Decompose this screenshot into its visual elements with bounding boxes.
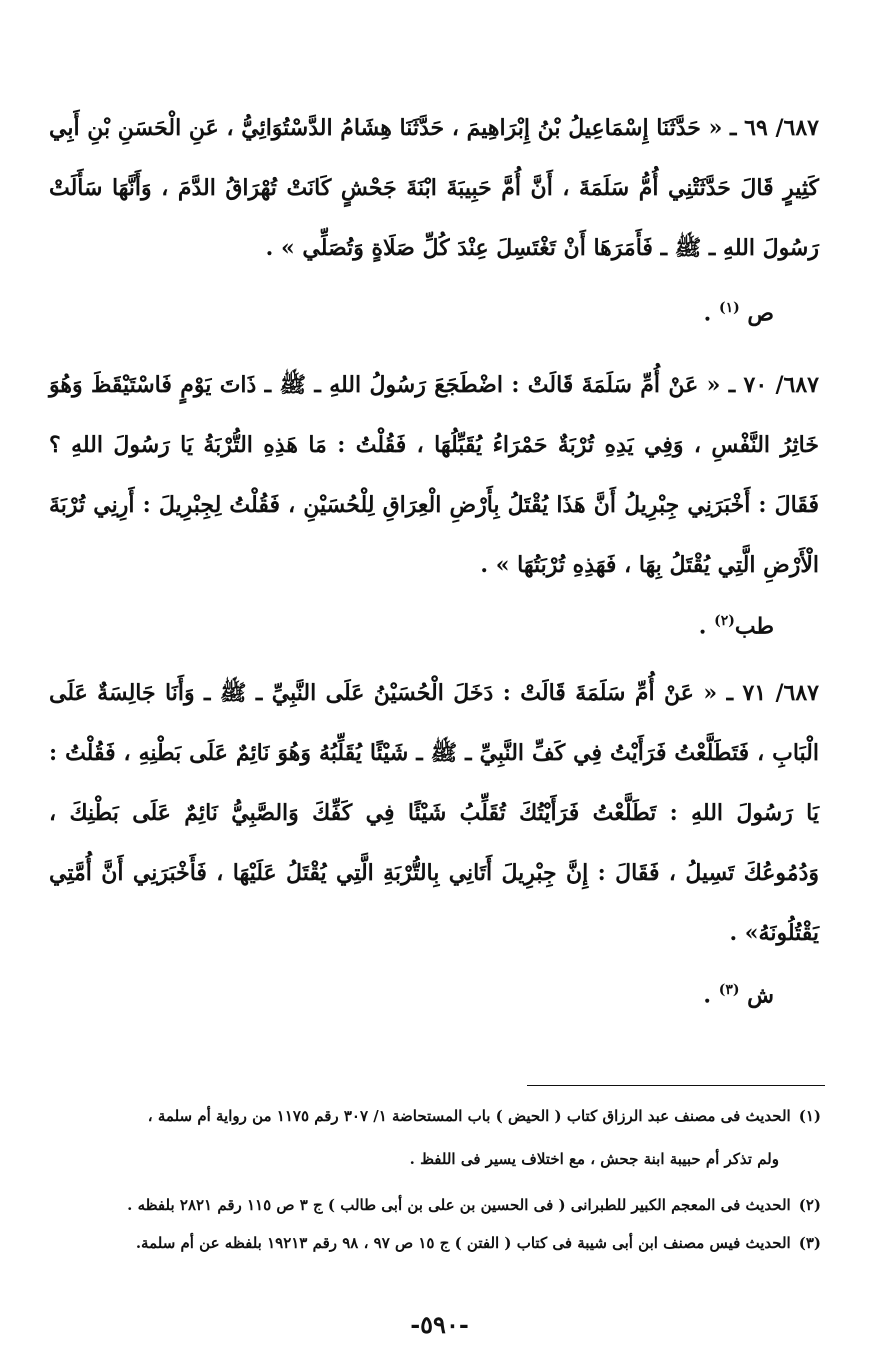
footnote-number: (٢) — [798, 1196, 821, 1214]
footnote-text: الحديث فى المعجم الكبير للطبرانى ( فى الحسين بن على بن أبى طالب ) ج ٣ ص ١١٥ رقم ٢٨٢١ بلفظه . — [127, 1196, 791, 1214]
footnote — [51, 1230, 821, 1256]
source-code: طب — [734, 613, 774, 640]
footnote-number: (٣) — [798, 1234, 821, 1252]
hadith-paragraph — [49, 663, 819, 963]
footnote-ref: (١) — [718, 300, 740, 316]
hadith-number: ٦٨٧/ ٧٠ ـ — [728, 372, 819, 398]
hadith-entry — [49, 355, 819, 595]
hadith-text: « حَدَّثَنَا إِسْمَاعِيلُ بْنُ إِبْرَاهِيمَ ، حَدَّثَنَا هِشَامُ الدَّسْتُوَائِيُّ ، عَنِ الْحَسَنِ بْنِ أَبِي كَثِيرٍ قَالَ حَدَّثَتْنِي أُمُّ سَلَمَةَ ، أَنَّ أُمَّ حَبِيبَةَ ابْنَةَ جَحْشٍ كَانَتْ تُهْرَاقُ الدَّمَ ، وَأَنَّهَا سَأَلَتْ رَسُولَ اللهِ ـ ﷺ ـ فَأَمَرَهَا أَنْ تَغْتَسِلَ عِنْدَ كُلِّ صَلَاةٍ وَتُصَلِّي » . — [49, 115, 819, 261]
hadith-source: طب$^{(٢)}$ . — [698, 613, 774, 640]
page-number: -٥٩٠- — [410, 1310, 469, 1339]
footnote — [51, 1192, 821, 1218]
footnote — [51, 1103, 821, 1129]
footnote-number: (١) — [798, 1107, 821, 1125]
footnote-ref: (٣) — [718, 982, 740, 998]
source-code: ص — [747, 300, 774, 327]
source-code: ش — [747, 982, 774, 1009]
hadith-paragraph — [49, 98, 819, 278]
hadith-text: « عَنْ أُمِّ سَلَمَةَ قَالَتْ : دَخَلَ الْحُسَيْنُ عَلَى النَّبِيِّ ـ ﷺ ـ وَأَنَا جَالِسَةٌ عَلَى الْبَابِ ، فَتَطَلَّعْتُ فَرَأَيْتُ فِي كَفِّ النَّبِيِّ ـ ﷺ ـ شَيْئًا يُقَلِّبُهُ وَهُوَ نَائِمٌ عَلَى بَطْنِهِ ، فَقُلْتُ : يَا رَسُولَ اللهِ : تَطَلَّعْتُ فَرَأَيْتُكَ تُقَلِّبُ شَيْئًا فِي كَفِّكَ وَالصَّبِيُّ نَائِمٌ عَلَى بَطْنِكَ ، وَدُمُوعُكَ تَسِيلُ ، فَقَالَ : إِنَّ جِبْرِيلَ أَتَانِي بِالتُّرْبَةِ الَّتِي يُقْتَلُ عَلَيْهَا ، فَأَخْبَرَنِي أَنَّ أُمَّتِي يَقْتُلُونَهُ» . — [49, 680, 819, 946]
footnote-continuation: ولم تذكر أم حبيبة ابنة جحش ، مع اختلاف يسير فى اللفظ . — [409, 1150, 779, 1168]
footnote-divider — [527, 1085, 825, 1086]
hadith-number: ٦٨٧/ ٧١ ـ — [726, 680, 819, 706]
hadith-source: ص $^{(١)}$ . — [703, 300, 774, 327]
footnote-ref: (٢) — [714, 613, 735, 629]
hadith-paragraph — [49, 355, 819, 595]
hadith-entry — [49, 663, 819, 963]
hadith-entry — [49, 98, 819, 278]
footnote-text: الحديث فى مصنف عبد الرزاق كتاب ( الحيض ) باب المستحاضة ١/ ٣٠٧ رقم ١١٧٥ من رواية أم سلمة ، — [147, 1107, 791, 1125]
footnote-text: الحديث فيس مصنف ابن أبى شيبة فى كتاب ( الفتن ) ج ١٥ ص ٩٧ ، ٩٨ رقم ١٩٢١٣ بلفظه عن أم سلمة. — [135, 1234, 791, 1252]
hadith-source: ش $^{(٣)}$ . — [703, 982, 774, 1009]
hadith-text: « عَنْ أُمِّ سَلَمَةَ قَالَتْ : اضْطَجَعَ رَسُولُ اللهِ ـ ﷺ ـ ذَاتَ يَوْمٍ فَاسْتَيْقَظَ وَهُوَ خَاثِرُ النَّفْسِ ، وَفِي يَدِهِ تُرْبَةٌ حَمْرَاءُ يُقَبِّلُهَا ، فَقُلْتُ : مَا هَذِهِ التُّرْبَةُ يَا رَسُولَ اللهِ ؟ فَقَالَ : أَخْبَرَنِي جِبْرِيلُ أَنَّ هَذَا يُقْتَلُ بِأَرْضِ الْعِرَاقِ لِلْحُسَيْنِ ، فَقُلْتُ لِجِبْرِيلَ : أَرِنِي تُرْبَةَ الْأَرْضِ الَّتِي يُقْتَلُ بِهَا ، فَهَذِهِ تُرْبَتُهَا » . — [49, 372, 819, 578]
hadith-number: ٦٨٧/ ٦٩ ـ — [730, 115, 819, 141]
